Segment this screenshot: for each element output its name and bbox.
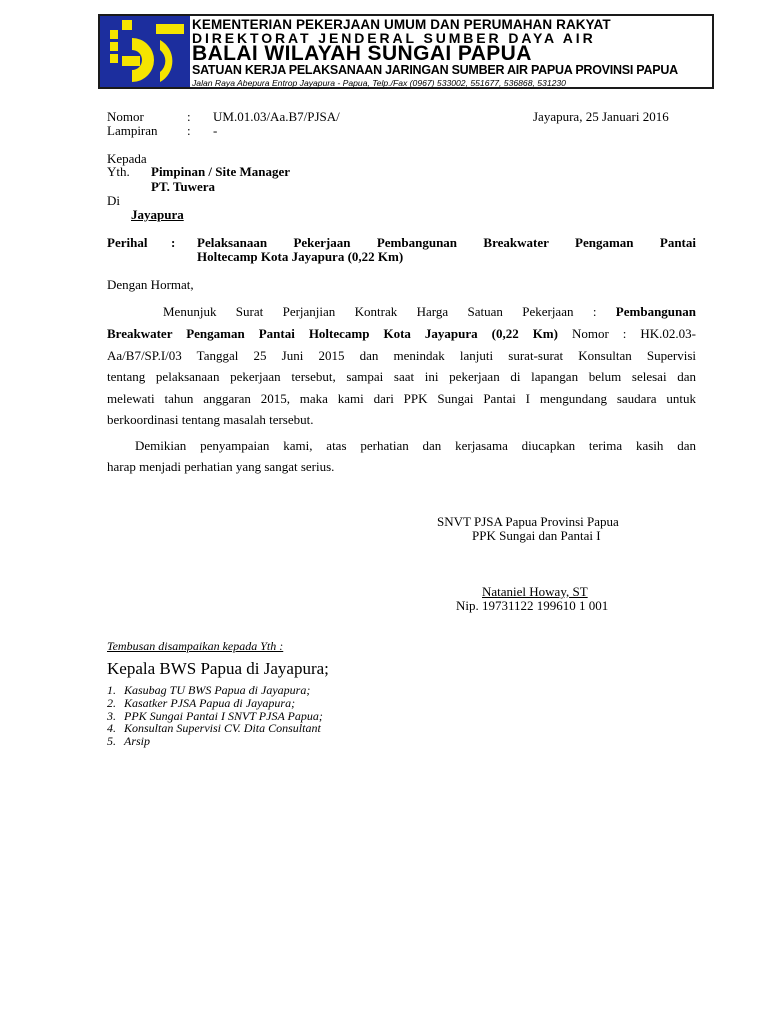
cc-item-text: Kasatker PJSA Papua di Jayapura; (124, 696, 296, 710)
greeting: Dengan Hormat, (107, 277, 194, 292)
nomor-label: Nomor (107, 109, 144, 124)
nomor-value: UM.01.03/Aa.B7/PJSA/ (213, 109, 340, 124)
cc-item-number: 5. (107, 734, 116, 748)
yth-label: Yth. (107, 164, 130, 179)
perihal-label: Perihal (107, 235, 148, 250)
letterhead-satker: SATUAN KERJA PELAKSANAAN JARINGAN SUMBER AIR PAPUA PROVINSI PAPUA (192, 63, 678, 77)
lampiran-label: Lampiran (107, 123, 158, 138)
lampiran-colon: : (187, 123, 191, 138)
paragraph-1-line-1 (163, 304, 696, 320)
perihal-colon: : (171, 235, 176, 250)
signatory-name: Nataniel Howay, ST (482, 584, 588, 599)
paragraph-2-line-2: harap menjadi perhatian yang sangat serius. (107, 459, 335, 474)
letterhead-directorate: DIREKTORAT JENDERAL SUMBER DAYA AIR (192, 30, 596, 46)
cc-item-number: 4. (107, 721, 116, 735)
perihal-line-2: Holtecamp Kota Jayapura (0,22 Km) (197, 249, 404, 264)
paragraph-1-line-2 (107, 326, 696, 342)
signatory-nip: Nip. 19731122 199610 1 001 (456, 598, 609, 613)
ministry-logo-icon (100, 16, 190, 89)
paragraph-1-project-name: Breakwater Pengaman Pantai Holtecamp Kota Jayapura (0,22 Km) (107, 326, 558, 341)
cc-item-text: PPK Sungai Pantai I SNVT PJSA Papua; (124, 709, 323, 723)
paragraph-2-line-1: Demikian penyampaian kami, atas perhatian dan kerjasama diucapkan terima kasih dan (135, 438, 696, 453)
recipient-city: Jayapura (131, 207, 184, 222)
cc-item-text: Arsip (124, 734, 151, 748)
cc-label: Tembusan disampaikan kepada Yth : (107, 639, 284, 653)
cc-item-text: Kasubag TU BWS Papua di Jayapura; (124, 683, 311, 697)
di-label: Di (107, 193, 120, 208)
ministry-logo (100, 16, 190, 89)
signature-org: SNVT PJSA Papua Provinsi Papua (437, 514, 619, 529)
paragraph-1-line-3: Aa/B7/SP.I/03 Tanggal 25 Juni 2015 dan menindak lanjuti surat-surat Konsultan Supervisi (107, 348, 696, 363)
paragraph-1-line-4: tentang pelaksanaan pekerjaan tersebut, sampai saat ini pekerjaan di lapangan belum selesai dan (107, 369, 696, 384)
cc-item-text: Konsultan Supervisi CV. Dita Consultant (124, 721, 321, 735)
recipient-company: PT. Tuwera (151, 179, 216, 194)
cc-item-number: 1. (107, 683, 116, 697)
letterhead-address: Jalan Raya Abepura Entrop Jayapura - Papua, Telp./Fax (0967) 533002, 551677, 536868, 531230 (192, 78, 566, 88)
paragraph-1-line-6: berkoordinasi tentang masalah tersebut. (107, 412, 314, 427)
cc-item-number: 3. (107, 709, 116, 723)
recipient-name: Pimpinan / Site Manager (151, 164, 291, 179)
paragraph-1-project-start: Pembangunan (615, 304, 696, 319)
cc-head: Kepala BWS Papua di Jayapura; (107, 659, 329, 678)
perihal-line-1: Pelaksanaan Pekerjaan Pembangunan Breakwater Pengaman Pantai (197, 235, 696, 250)
cc-item-number: 2. (107, 696, 116, 710)
letterhead-balai: BALAI WILAYAH SUNGAI PAPUA (192, 42, 532, 65)
paragraph-1-contract-number: Nomor : HK.02.03- (557, 326, 696, 341)
paragraph-1-line-5: melewati tahun anggaran 2015, maka kami dari PPK Sungai Pantai I mengundang saudara untuk (107, 391, 696, 406)
signature-unit: PPK Sungai dan Pantai I (472, 528, 601, 543)
letterhead-ministry: KEMENTERIAN PEKERJAAN UMUM DAN PERUMAHAN RAKYAT (192, 17, 611, 32)
place-date: Jayapura, 25 Januari 2016 (533, 109, 669, 124)
letterhead (98, 14, 714, 89)
paragraph-1-intro: Menunjuk Surat Perjanjian Kontrak Harga Satuan Pekerjaan : (163, 304, 616, 319)
kepada-label: Kepada (107, 151, 147, 166)
nomor-colon: : (187, 109, 191, 124)
lampiran-value: - (213, 123, 218, 138)
